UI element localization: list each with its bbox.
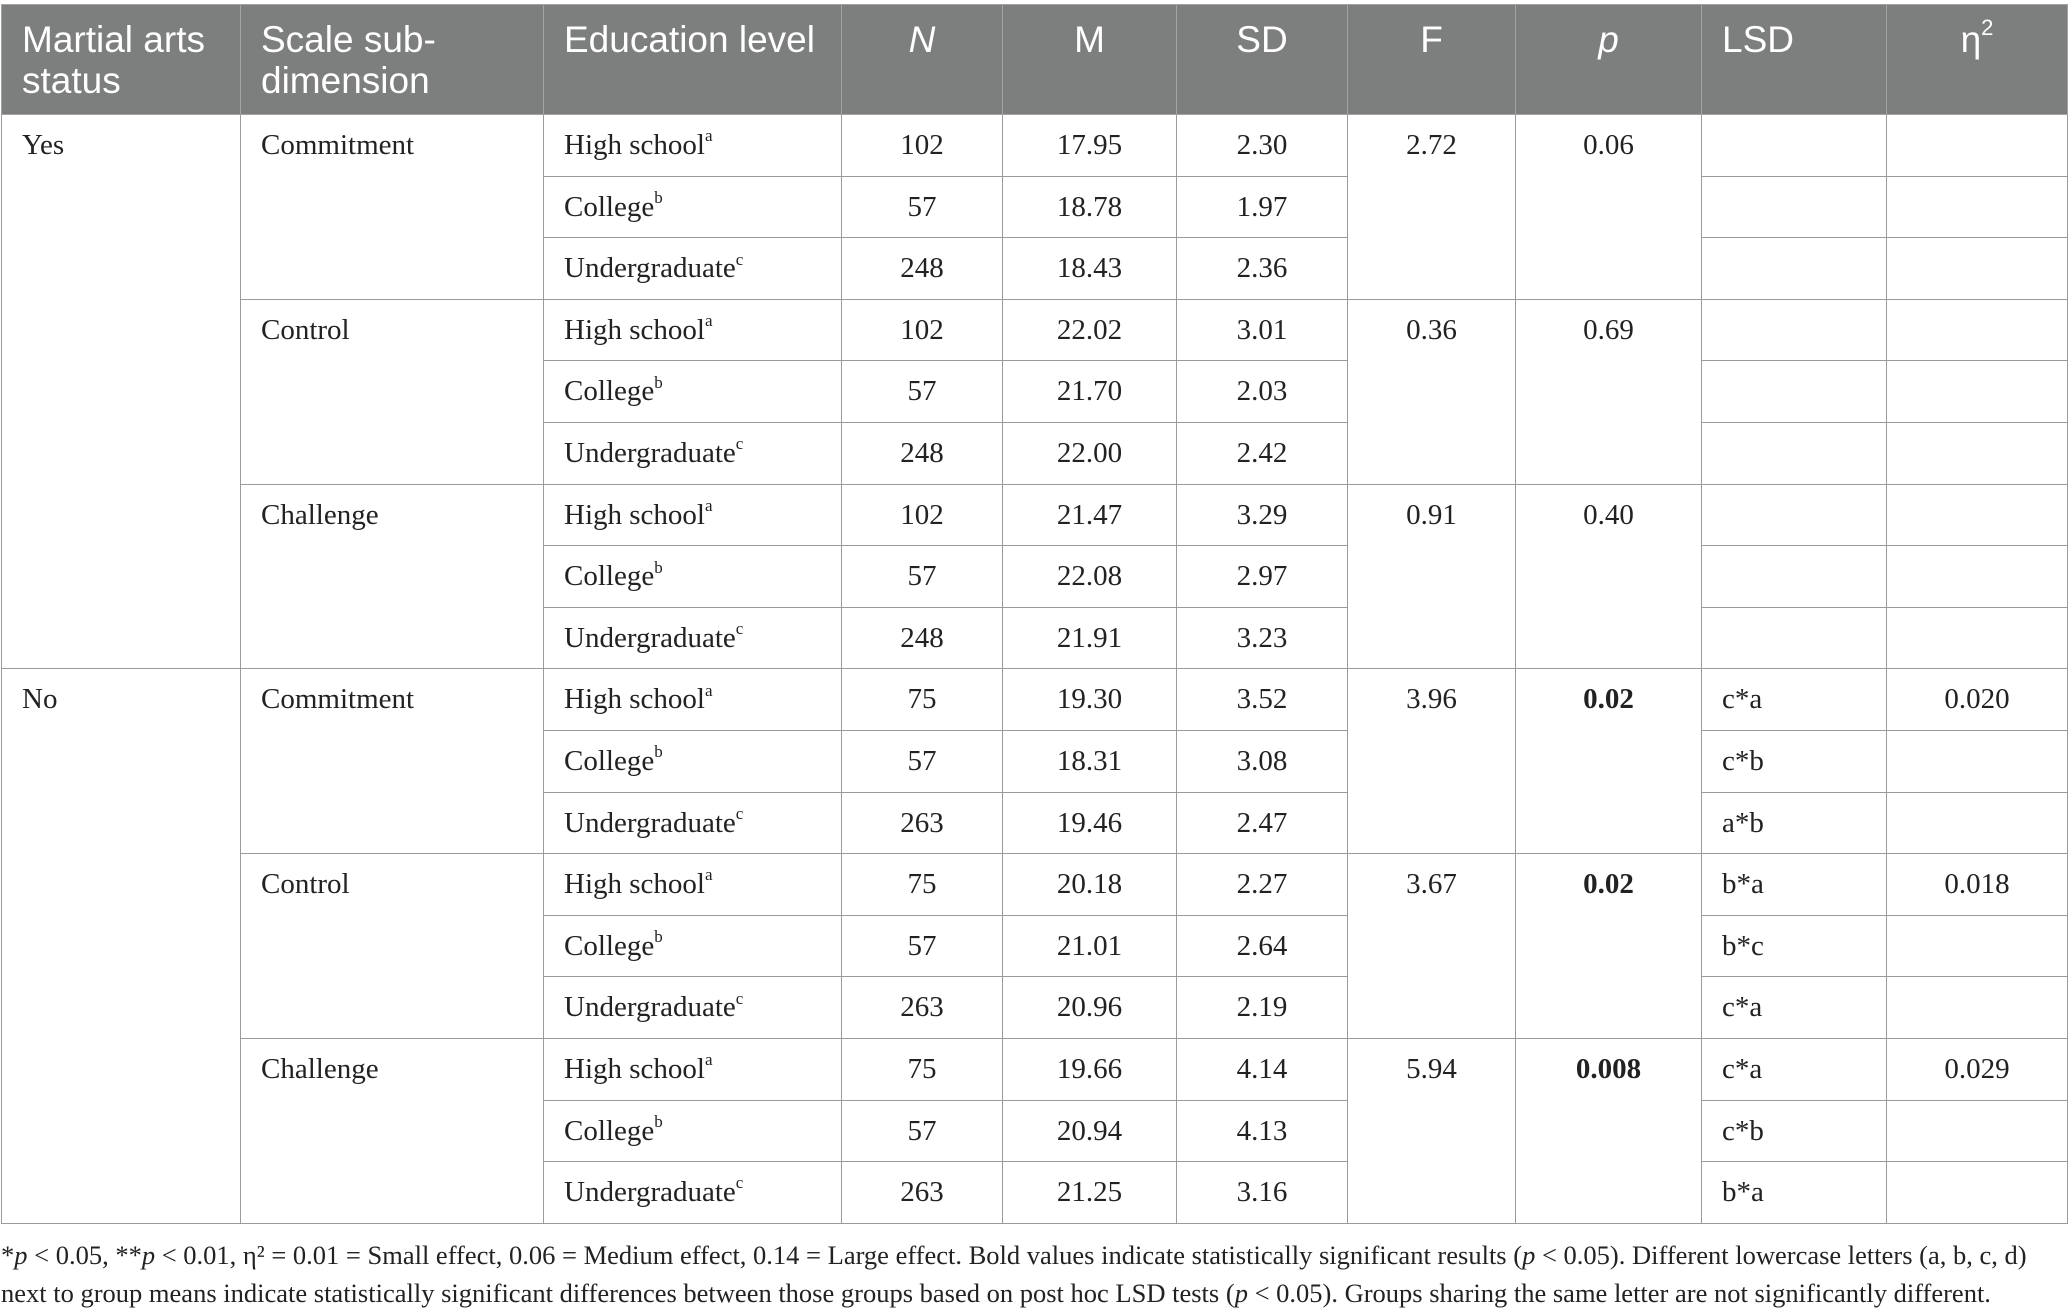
lsd-cell: c*a xyxy=(1702,1038,1887,1100)
n-cell: 57 xyxy=(842,1100,1003,1162)
header-sd: SD xyxy=(1177,5,1348,115)
footnote-text: < 0.05, ** xyxy=(27,1240,142,1270)
martial-arts-status-cell: Yes xyxy=(2,115,241,669)
eta-squared-cell xyxy=(1887,546,2068,608)
lsd-cell: b*a xyxy=(1702,854,1887,916)
mean-cell: 20.18 xyxy=(1003,854,1177,916)
martial-arts-status-cell: No xyxy=(2,669,241,1223)
eta-squared-cell: 0.018 xyxy=(1887,854,2068,916)
footnote-p-symbol: p xyxy=(1522,1240,1536,1270)
education-level-superscript: a xyxy=(704,865,713,885)
n-cell: 57 xyxy=(842,730,1003,792)
n-cell: 57 xyxy=(842,176,1003,238)
education-level-label: Undergraduate xyxy=(564,1176,736,1209)
table-row xyxy=(2,484,2068,546)
education-level-cell xyxy=(544,977,842,1039)
eta-squared-cell xyxy=(1887,176,2068,238)
lsd-cell xyxy=(1702,546,1887,608)
n-cell: 75 xyxy=(842,1038,1003,1100)
mean-cell: 19.30 xyxy=(1003,669,1177,731)
eta-squared-cell xyxy=(1887,1162,2068,1224)
education-level-superscript: a xyxy=(704,495,713,515)
n-cell: 263 xyxy=(842,977,1003,1039)
f-value-cell: 2.72 xyxy=(1348,115,1516,300)
education-level-label: High school xyxy=(564,868,705,901)
education-level-cell xyxy=(544,176,842,238)
education-level-label: High school xyxy=(564,498,705,531)
lsd-cell xyxy=(1702,607,1887,669)
n-cell: 75 xyxy=(842,854,1003,916)
results-table xyxy=(1,4,2068,1224)
subdimension-cell: Commitment xyxy=(241,115,544,300)
education-level-cell xyxy=(544,730,842,792)
header-scale-subdimension: Scale sub-dimension xyxy=(241,5,544,115)
lsd-cell xyxy=(1702,361,1887,423)
table-body xyxy=(2,115,2068,1224)
p-value-cell: 0.06 xyxy=(1516,115,1702,300)
education-level-label: College xyxy=(564,560,655,593)
sd-cell: 2.30 xyxy=(1177,115,1348,177)
table-row xyxy=(2,299,2068,361)
sd-cell: 2.47 xyxy=(1177,792,1348,854)
table-footnote xyxy=(1,1236,2067,1312)
footnote-p-symbol: p xyxy=(1234,1278,1248,1308)
education-level-superscript: b xyxy=(654,557,663,577)
n-cell: 263 xyxy=(842,1162,1003,1224)
education-level-cell xyxy=(544,484,842,546)
sd-cell: 1.97 xyxy=(1177,176,1348,238)
mean-cell: 18.31 xyxy=(1003,730,1177,792)
eta-squared-cell xyxy=(1887,361,2068,423)
n-cell: 57 xyxy=(842,915,1003,977)
eta-squared-cell: 0.020 xyxy=(1887,669,2068,731)
p-value-cell: 0.008 xyxy=(1516,1038,1702,1223)
table-row xyxy=(2,1038,2068,1100)
eta-squared-cell xyxy=(1887,730,2068,792)
subdimension-cell: Control xyxy=(241,299,544,484)
sd-cell: 3.52 xyxy=(1177,669,1348,731)
education-level-cell xyxy=(544,607,842,669)
education-level-superscript: c xyxy=(735,803,744,823)
mean-cell: 21.47 xyxy=(1003,484,1177,546)
n-cell: 248 xyxy=(842,607,1003,669)
eta-squared-cell xyxy=(1887,238,2068,300)
mean-cell: 18.78 xyxy=(1003,176,1177,238)
table-row xyxy=(2,115,2068,177)
lsd-cell: b*c xyxy=(1702,915,1887,977)
education-level-superscript: c xyxy=(735,988,744,1008)
mean-cell: 19.46 xyxy=(1003,792,1177,854)
n-cell: 263 xyxy=(842,792,1003,854)
header-n: N xyxy=(842,5,1003,115)
mean-cell: 20.94 xyxy=(1003,1100,1177,1162)
lsd-cell xyxy=(1702,115,1887,177)
education-level-superscript: b xyxy=(654,187,663,207)
f-value-cell: 0.91 xyxy=(1348,484,1516,669)
education-level-superscript: b xyxy=(654,1111,663,1131)
p-value-cell: 0.40 xyxy=(1516,484,1702,669)
p-value-cell: 0.02 xyxy=(1516,669,1702,854)
lsd-cell: c*b xyxy=(1702,1100,1887,1162)
eta-squared-cell xyxy=(1887,115,2068,177)
education-level-label: Undergraduate xyxy=(564,991,736,1024)
subdimension-cell: Challenge xyxy=(241,1038,544,1223)
education-level-label: Undergraduate xyxy=(564,252,736,285)
education-level-cell xyxy=(544,299,842,361)
eta-squared-cell xyxy=(1887,607,2068,669)
header-m: M xyxy=(1003,5,1177,115)
education-level-superscript: c xyxy=(735,434,744,454)
education-level-cell xyxy=(544,422,842,484)
education-level-label: College xyxy=(564,744,655,777)
education-level-cell xyxy=(544,915,842,977)
mean-cell: 17.95 xyxy=(1003,115,1177,177)
education-level-superscript: b xyxy=(654,742,663,762)
f-value-cell: 3.67 xyxy=(1348,854,1516,1039)
lsd-cell: c*a xyxy=(1702,669,1887,731)
f-value-cell: 5.94 xyxy=(1348,1038,1516,1223)
mean-cell: 20.96 xyxy=(1003,977,1177,1039)
sd-cell: 2.97 xyxy=(1177,546,1348,608)
table-row xyxy=(2,854,2068,916)
sd-cell: 2.42 xyxy=(1177,422,1348,484)
n-cell: 248 xyxy=(842,422,1003,484)
eta-squared-cell xyxy=(1887,484,2068,546)
mean-cell: 21.25 xyxy=(1003,1162,1177,1224)
lsd-cell: c*a xyxy=(1702,977,1887,1039)
mean-cell: 21.01 xyxy=(1003,915,1177,977)
mean-cell: 22.00 xyxy=(1003,422,1177,484)
sd-cell: 3.29 xyxy=(1177,484,1348,546)
sd-cell: 4.13 xyxy=(1177,1100,1348,1162)
mean-cell: 22.08 xyxy=(1003,546,1177,608)
education-level-superscript: b xyxy=(654,927,663,947)
sd-cell: 2.19 xyxy=(1177,977,1348,1039)
eta-squared-cell xyxy=(1887,977,2068,1039)
f-value-cell: 0.36 xyxy=(1348,299,1516,484)
footnote-asterisk: * xyxy=(1,1240,15,1270)
education-level-label: High school xyxy=(564,1052,705,1085)
eta-squared-cell xyxy=(1887,299,2068,361)
n-cell: 75 xyxy=(842,669,1003,731)
sd-cell: 3.16 xyxy=(1177,1162,1348,1224)
education-level-label: Undergraduate xyxy=(564,621,736,654)
header-p: p xyxy=(1516,5,1702,115)
lsd-cell: c*b xyxy=(1702,730,1887,792)
education-level-label: College xyxy=(564,929,655,962)
lsd-cell xyxy=(1702,176,1887,238)
education-level-superscript: c xyxy=(735,619,744,639)
footnote-text: < 0.01, η² = 0.01 = Small effect, 0.06 = Medium effect, 0.14 = Large effect. Bold values indicate statistically significant results ( xyxy=(155,1240,1523,1270)
header-f: F xyxy=(1348,5,1516,115)
n-cell: 57 xyxy=(842,361,1003,423)
education-level-label: College xyxy=(564,375,655,408)
education-level-cell xyxy=(544,1100,842,1162)
eta-squared-cell xyxy=(1887,792,2068,854)
education-level-superscript: c xyxy=(735,249,744,269)
lsd-cell xyxy=(1702,238,1887,300)
header-education-level: Education level xyxy=(544,5,842,115)
header-martial-arts-status: Martial arts status xyxy=(2,5,241,115)
f-value-cell: 3.96 xyxy=(1348,669,1516,854)
footnote-text: < 0.05). Groups sharing the same letter are not significantly different. xyxy=(1247,1278,1991,1308)
subdimension-cell: Challenge xyxy=(241,484,544,669)
n-cell: 248 xyxy=(842,238,1003,300)
education-level-label: Undergraduate xyxy=(564,806,736,839)
lsd-cell: b*a xyxy=(1702,1162,1887,1224)
header-lsd: LSD xyxy=(1702,5,1887,115)
sd-cell: 2.64 xyxy=(1177,915,1348,977)
n-cell: 102 xyxy=(842,484,1003,546)
p-value-cell: 0.02 xyxy=(1516,854,1702,1039)
header-eta-symbol: η xyxy=(1960,19,1982,60)
sd-cell: 2.27 xyxy=(1177,854,1348,916)
education-level-label: High school xyxy=(564,129,705,161)
lsd-cell xyxy=(1702,484,1887,546)
sd-cell: 3.23 xyxy=(1177,607,1348,669)
header-eta-superscript: 2 xyxy=(1981,14,1994,40)
education-level-label: College xyxy=(564,190,655,223)
education-level-cell xyxy=(544,854,842,916)
eta-squared-cell: 0.029 xyxy=(1887,1038,2068,1100)
lsd-cell xyxy=(1702,299,1887,361)
education-level-superscript: a xyxy=(704,311,713,331)
education-level-superscript: a xyxy=(704,680,713,700)
sd-cell: 3.01 xyxy=(1177,299,1348,361)
footnote-text: < 0.05). Different lowercase letters (a, b, c, d) next to group means indicate statistically significant differences between those groups based on post hoc LSD tests ( xyxy=(1,1240,2027,1308)
mean-cell: 18.43 xyxy=(1003,238,1177,300)
mean-cell: 21.70 xyxy=(1003,361,1177,423)
education-level-cell xyxy=(544,669,842,731)
education-level-superscript: c xyxy=(735,1173,744,1193)
subdimension-cell: Control xyxy=(241,854,544,1039)
education-level-cell xyxy=(544,1038,842,1100)
sd-cell: 2.36 xyxy=(1177,238,1348,300)
education-level-cell xyxy=(544,115,842,177)
education-level-label: High school xyxy=(564,313,705,346)
table-row xyxy=(2,669,2068,731)
education-level-cell xyxy=(544,238,842,300)
subdimension-cell: Commitment xyxy=(241,669,544,854)
sd-cell: 3.08 xyxy=(1177,730,1348,792)
education-level-superscript: b xyxy=(654,372,663,392)
n-cell: 57 xyxy=(842,546,1003,608)
header-eta-squared xyxy=(1887,5,2068,115)
n-cell: 102 xyxy=(842,299,1003,361)
education-level-superscript: a xyxy=(704,126,713,146)
header-row xyxy=(2,5,2068,115)
footnote-p-symbol: p xyxy=(14,1240,28,1270)
education-level-cell xyxy=(544,361,842,423)
lsd-cell: a*b xyxy=(1702,792,1887,854)
education-level-cell xyxy=(544,792,842,854)
education-level-superscript: a xyxy=(704,1050,713,1070)
lsd-cell xyxy=(1702,422,1887,484)
mean-cell: 21.91 xyxy=(1003,607,1177,669)
sd-cell: 4.14 xyxy=(1177,1038,1348,1100)
eta-squared-cell xyxy=(1887,422,2068,484)
education-level-label: College xyxy=(564,1114,655,1147)
education-level-cell xyxy=(544,546,842,608)
footnote-p-symbol: p xyxy=(141,1240,156,1270)
eta-squared-cell xyxy=(1887,1100,2068,1162)
eta-squared-cell xyxy=(1887,915,2068,977)
sd-cell: 2.03 xyxy=(1177,361,1348,423)
education-level-label: Undergraduate xyxy=(564,436,736,469)
education-level-cell xyxy=(544,1162,842,1224)
mean-cell: 22.02 xyxy=(1003,299,1177,361)
n-cell: 102 xyxy=(842,115,1003,177)
mean-cell: 19.66 xyxy=(1003,1038,1177,1100)
education-level-label: High school xyxy=(564,683,705,716)
p-value-cell: 0.69 xyxy=(1516,299,1702,484)
